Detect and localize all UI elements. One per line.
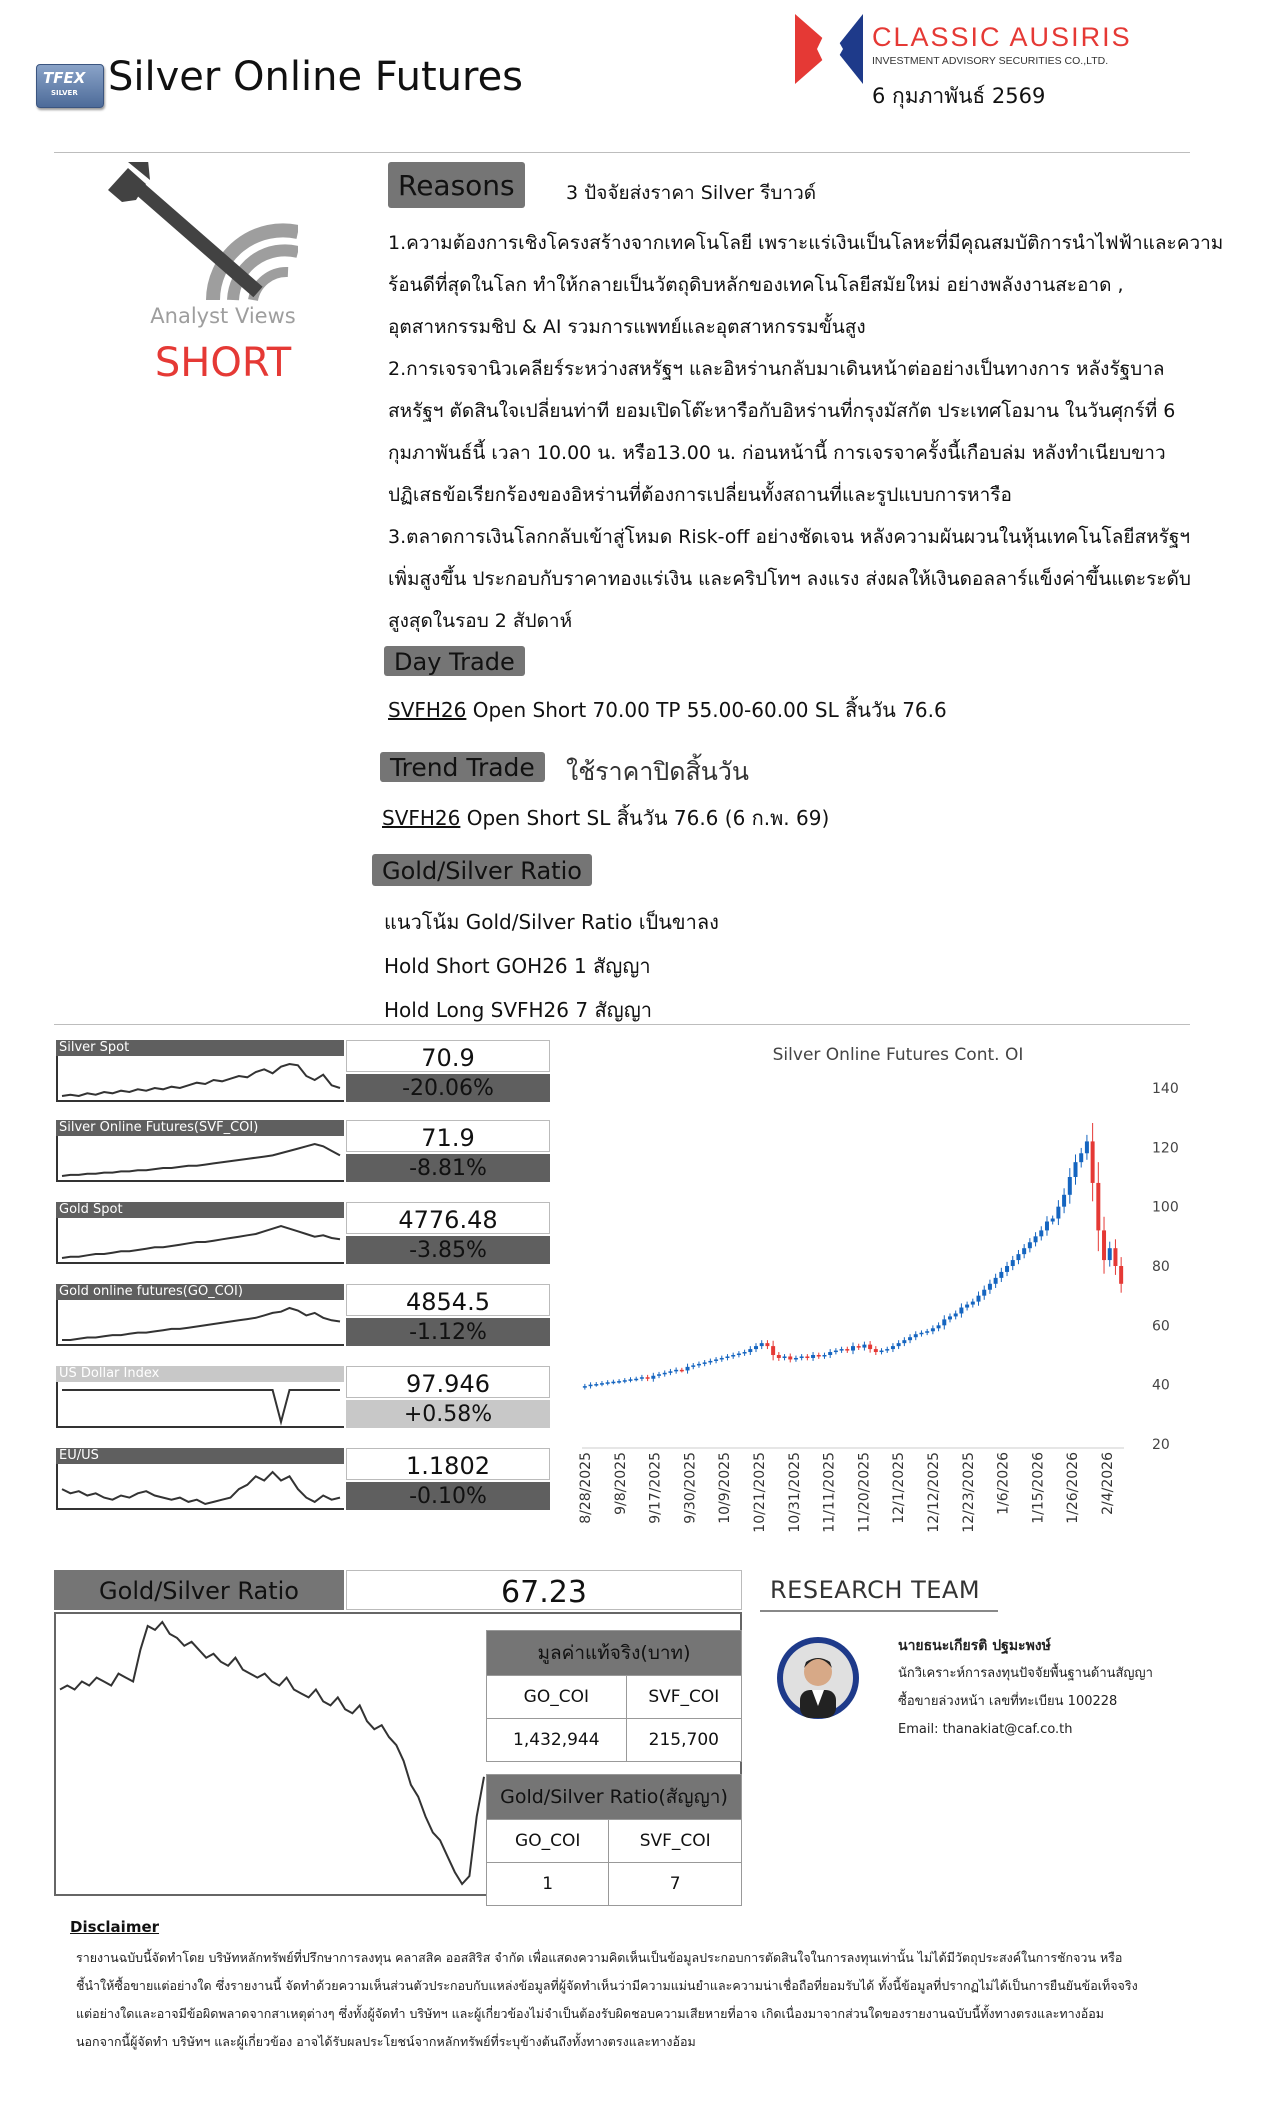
analyst-role: นักวิเคราะห์การลงทุนปัจจัยพื้นฐานด้านสัญญา (898, 1666, 1153, 1681)
x-tick-label: 12/23/2025 (960, 1452, 977, 1533)
candle-body (697, 1364, 701, 1366)
company-logo-icon (795, 14, 863, 84)
target-arrow-icon (108, 162, 298, 302)
market-sparkline (56, 1136, 344, 1182)
candle-body (977, 1296, 981, 1302)
candle-body (1028, 1242, 1032, 1248)
gs-trend-line: แนวโน้ม Gold/Silver Ratio เป็นขาลง (384, 910, 719, 934)
research-info (898, 1632, 1153, 1744)
analyst-view-label: Analyst Views (150, 304, 296, 328)
candle-body (1005, 1266, 1009, 1272)
x-tick-label: 9/17/2025 (647, 1452, 664, 1524)
candle-body (1056, 1207, 1060, 1219)
market-row (54, 1120, 550, 1188)
reasons-chip: Reasons (388, 162, 525, 208)
section-divider (54, 1024, 1190, 1025)
real-value-svf: 215,700 (626, 1719, 741, 1762)
disclaimer-title: Disclaimer (70, 1918, 160, 1936)
candle-body (674, 1370, 678, 1372)
candle-body (1068, 1177, 1072, 1195)
market-label: Gold Spot (56, 1202, 344, 1218)
analyst-name: นายธนะเกียรติ ปฐมะพงษ์ (898, 1638, 1051, 1654)
candle-body (1062, 1195, 1066, 1207)
candle-body (1085, 1141, 1089, 1153)
x-tick-label: 1/26/2026 (1065, 1452, 1082, 1524)
candle-body (822, 1355, 826, 1357)
market-label: Silver Online Futures(SVF_COI) (56, 1120, 344, 1136)
candle-body (840, 1349, 844, 1351)
market-value: 1.1802 (346, 1448, 550, 1480)
candle-body (805, 1356, 809, 1358)
candle-body (1102, 1230, 1106, 1260)
x-tick-label: 9/8/2025 (612, 1452, 629, 1515)
candle-body (680, 1370, 684, 1372)
candle-body (1034, 1236, 1038, 1242)
market-label: Silver Spot (56, 1040, 344, 1056)
candle-body (765, 1343, 769, 1346)
candle-body (1051, 1219, 1055, 1222)
candle-body (606, 1382, 610, 1384)
candle-body (891, 1346, 895, 1349)
analyst-view-value: SHORT (154, 340, 292, 386)
candle-body (954, 1313, 958, 1316)
candle-body (788, 1356, 792, 1359)
x-tick-label: 11/11/2025 (821, 1452, 838, 1533)
reasons-body (388, 222, 1268, 642)
x-tick-label: 1/15/2026 (1030, 1452, 1047, 1524)
reason-line: สหรัฐฯ ตัดสินใจเปลี่ยนท่าที ยอมเปิดโต๊ะหารือกับอิหร่านที่กรุงมัสกัต ประเทศโอมาน ในวันศุกร์ที่ 6 (388, 400, 1176, 422)
candle-body (828, 1352, 832, 1355)
market-change: -3.85% (346, 1236, 550, 1264)
real-value-title: มูลค่าแท้จริง(บาท) (487, 1631, 742, 1676)
candle-body (948, 1316, 952, 1319)
candle-body (880, 1351, 884, 1353)
candle-body (617, 1381, 621, 1383)
market-sparkline (56, 1382, 344, 1428)
reason-line: อุตสาหกรรมชิป & AI รวมการแพทย์และอุตสาหกรรมขั้นสูง (388, 316, 866, 338)
candle-body (771, 1346, 775, 1355)
x-tick-label: 1/6/2026 (995, 1452, 1012, 1515)
disclaimer-line: แต่อย่างใดและอาจมีข้อผิดพลาดจากสาเหตุต่างๆ ซึ่งทั้งผู้จัดทำ บริษัทฯ และผู้เกี่ยวข้องไม่จำเป็นต้องรับผิดชอบความเสียหายที่อาจ เกิดเนื่องมาจากส่วนใดของรายงานฉบับนี้ทั้งทางตรงและทางอ้อม (76, 2006, 1105, 2021)
candle-body (628, 1379, 632, 1381)
disclaimer-line: รายงานฉบับนี้จัดทำโดย บริษัทหลักทรัพย์ที่ปรึกษาการลงทุน คลาสสิค ออสสิริส จำกัด เพื่อแสดงความคิดเห็นเป็นข้อมูลประกอบการตัดสินใจในการลงทุนเท่านั้น ไม่ได้มีวัตถุประสงค์ในการชักจวน หรือ (76, 1950, 1123, 1965)
market-value: 71.9 (346, 1120, 550, 1152)
market-row (54, 1040, 550, 1108)
market-change: -1.12% (346, 1318, 550, 1346)
market-value: 4776.48 (346, 1202, 550, 1234)
real-value-table (486, 1630, 742, 1762)
contract-title: Gold/Silver Ratio(สัญญา) (487, 1775, 742, 1820)
candle-body (994, 1278, 998, 1284)
reason-line: ร้อนดีที่สุดในโลก ทำให้กลายเป็นวัตถุดิบหลักของเทคโนโลยีสมัยใหม่ อย่างพลังงานสะอาด , (388, 274, 1124, 296)
reason-line: กุมภาพันธ์นี้ เวลา 10.00 น. หรือ13.00 น. ก่อนหน้านี้ การเจรจาครั้งนี้เกือบล่ม หลังทำเนียบขาว (388, 442, 1166, 464)
research-team-title: RESEARCH TEAM (770, 1576, 981, 1604)
candle-body (862, 1345, 866, 1348)
table-header-svf: SVF_COI (626, 1676, 741, 1719)
market-sparkline (56, 1056, 344, 1102)
candle-body (760, 1343, 764, 1346)
candle-body (1119, 1266, 1123, 1284)
tfex-logo-text: TFEX (43, 69, 86, 87)
candle-body (834, 1351, 838, 1353)
candle-body (845, 1349, 849, 1351)
x-tick-label: 10/9/2025 (717, 1452, 734, 1524)
candle-body (919, 1333, 923, 1335)
research-team-divider (760, 1610, 998, 1612)
reason-line: สูงสุดในรอบ 2 สัปดาห์ (388, 610, 573, 632)
market-value: 70.9 (346, 1040, 550, 1072)
market-row (54, 1448, 550, 1516)
chart-title: Silver Online Futures Cont. OI (772, 1045, 1024, 1065)
candle-body (1011, 1260, 1015, 1266)
candle-body (1074, 1162, 1078, 1177)
candle-body (965, 1305, 969, 1308)
candle-body (714, 1359, 718, 1361)
market-label: Gold online futures(GO_COI) (56, 1284, 344, 1300)
day-trade-chip: Day Trade (384, 646, 525, 676)
candle-body (731, 1355, 735, 1357)
candle-body (1016, 1254, 1020, 1260)
y-tick-label: 80 (1152, 1259, 1170, 1275)
reason-line: 2.การเจรจานิวเคลียร์ระหว่างสหรัฐฯ และอิหร่านกลับมาเดินหน้าต่ออย่างเป็นทางการ หลังรัฐบาล (388, 358, 1165, 380)
candle-body (623, 1380, 627, 1382)
contract-svf: 7 (609, 1863, 742, 1906)
candle-body (817, 1355, 821, 1357)
x-tick-label: 12/1/2025 (891, 1452, 908, 1524)
analyst-email[interactable]: Email: thanakiat@caf.co.th (898, 1722, 1073, 1737)
market-row (54, 1202, 550, 1270)
candle-body (691, 1365, 695, 1367)
candle-body (720, 1358, 724, 1360)
x-tick-label: 10/31/2025 (786, 1452, 803, 1533)
reason-line: 3.ตลาดการเงินโลกกลับเข้าสู่โหมด Risk-off อย่างชัดเจน หลังความผันผวนในหุ้นเทคโนโลยีสหรัฐฯ (388, 526, 1191, 548)
trend-trade-symbol: SVFH26 (382, 806, 461, 830)
company-subtitle: INVESTMENT ADVISORY SECURITIES CO.,LTD. (872, 55, 1109, 67)
candle-body (1079, 1153, 1083, 1162)
candle-body (999, 1272, 1003, 1278)
candle-body (668, 1371, 672, 1373)
candle-body (686, 1367, 690, 1371)
x-tick-label: 9/30/2025 (682, 1452, 699, 1524)
candle-body (725, 1356, 729, 1358)
market-row (54, 1366, 550, 1434)
candle-body (737, 1354, 741, 1356)
candle-body (589, 1385, 593, 1387)
candle-body (982, 1290, 986, 1296)
reason-line: เพิ่มสูงขึ้น ประกอบกับราคาทองแร่เงิน และคริปโทฯ ลงแรง ส่งผลให้เงินดอลลาร์แข็งค่าขึ้นแตะระดับ (388, 568, 1191, 590)
market-change: -20.06% (346, 1074, 550, 1102)
candle-body (800, 1356, 804, 1358)
tfex-logo (36, 64, 104, 108)
candle-body (708, 1361, 712, 1363)
day-trade-line (388, 694, 947, 726)
y-tick-label: 140 (1152, 1081, 1179, 1097)
x-tick-label: 12/12/2025 (926, 1452, 942, 1533)
x-tick-label: 2/4/2026 (1100, 1452, 1116, 1515)
y-tick-label: 100 (1152, 1199, 1179, 1216)
x-tick-label: 11/20/2025 (856, 1452, 873, 1533)
market-change: -8.81% (346, 1154, 550, 1182)
gs-ratio-title: Gold/Silver Ratio (54, 1570, 344, 1610)
candle-body (914, 1334, 918, 1337)
candle-body (971, 1302, 975, 1305)
gs-hold-long-line: Hold Long SVFH26 7 สัญญา (384, 998, 652, 1022)
trend-trade-line (382, 802, 829, 834)
candle-body (794, 1358, 798, 1360)
gs-ratio-line (60, 1622, 484, 1884)
disclaimer-text (76, 1944, 1186, 2056)
candle-body (1091, 1141, 1095, 1183)
candle-body (885, 1349, 889, 1351)
gs-hold-short-line: Hold Short GOH26 1 สัญญา (384, 954, 651, 978)
day-trade-text: Open Short 70.00 TP 55.00-60.00 SL สิ้นวัน 76.6 (466, 698, 947, 722)
candle-body (651, 1376, 655, 1379)
contract-go: 1 (487, 1863, 609, 1906)
candle-body (748, 1349, 752, 1352)
candle-body (925, 1331, 929, 1333)
real-value-go: 1,432,944 (487, 1719, 627, 1762)
candle-body (959, 1308, 963, 1314)
candle-body (851, 1346, 855, 1350)
header-divider (54, 152, 1190, 153)
candle-body (931, 1328, 935, 1331)
candle-body (1022, 1248, 1026, 1254)
candle-body (897, 1343, 901, 1346)
y-tick-label: 20 (1152, 1437, 1170, 1453)
y-tick-label: 60 (1152, 1318, 1170, 1335)
market-label: EU/US (56, 1448, 344, 1464)
gs-ratio-value: 67.23 (346, 1570, 742, 1610)
market-change: +0.58% (346, 1400, 550, 1428)
candle-body (902, 1340, 906, 1343)
candle-body (640, 1377, 644, 1379)
market-value: 4854.5 (346, 1284, 550, 1316)
y-tick-label: 120 (1152, 1140, 1179, 1157)
market-label: US Dollar Index (56, 1366, 344, 1382)
candle-body (1096, 1183, 1100, 1230)
candle-body (600, 1383, 604, 1385)
analyst-avatar (776, 1634, 860, 1722)
reason-line: 1.ความต้องการเชิงโครงสร้างจากเทคโนโลยี เพราะแร่เงินเป็นโลหะที่มีคุณสมบัติการนำไฟฟ้าและความ (388, 232, 1224, 254)
candle-body (937, 1325, 941, 1328)
report-date: 6 กุมภาพันธ์ 2569 (872, 84, 1046, 108)
candle-body (663, 1373, 667, 1375)
reasons-heading: 3 ปัจจัยส่งราคา Silver รีบาวด์ (566, 182, 817, 204)
candle-body (1108, 1248, 1112, 1260)
candle-body (908, 1337, 912, 1340)
analyst-license: ซื้อขายล่วงหน้า เลขที่ทะเบียน 100228 (898, 1694, 1118, 1709)
market-sparkline (56, 1218, 344, 1264)
company-name: CLASSIC AUSIRIS (872, 22, 1132, 52)
candle-body (811, 1355, 815, 1358)
market-sparkline (56, 1300, 344, 1346)
table-header-go: GO_COI (487, 1820, 609, 1863)
candle-body (743, 1352, 747, 1354)
trend-trade-note: ใช้ราคาปิดสิ้นวัน (566, 757, 749, 786)
candle-body (754, 1346, 758, 1349)
candle-body (583, 1386, 587, 1388)
market-sparkline (56, 1464, 344, 1510)
candle-body (657, 1374, 661, 1376)
candle-body (874, 1349, 878, 1352)
candle-body (703, 1362, 707, 1364)
candle-body (611, 1382, 615, 1384)
table-header-go: GO_COI (487, 1676, 627, 1719)
candle-body (1039, 1230, 1043, 1236)
trend-trade-chip: Trend Trade (380, 752, 545, 782)
x-tick-label: 10/21/2025 (752, 1452, 768, 1533)
candle-body (868, 1345, 872, 1349)
candle-body (942, 1319, 946, 1325)
tfex-logo-sub: SILVER (51, 89, 78, 97)
gs-ratio-chip: Gold/Silver Ratio (372, 854, 592, 886)
contract-table (486, 1774, 742, 1906)
disclaimer-line: ชี้นำให้ซื้อขายแต่อย่างใด ซึ่งรายงานนี้ จัดทำด้วยความเห็นส่วนตัวประกอบกับแหล่งข้อมูลที่ผู้จัดทำเห็นว่ามีความแม่นยำและความน่าเชื่อถือที่ยอมรับได้ ทั้งนี้ข้อมูลที่ปรากฏไม่ได้เป็นการยืนยันข้อเท็จจริง (76, 1978, 1138, 1993)
oi-candlestick-chart (568, 1032, 1196, 1552)
candle-body (1045, 1222, 1049, 1231)
candle-body (783, 1356, 787, 1358)
market-value: 97.946 (346, 1366, 550, 1398)
day-trade-symbol: SVFH26 (388, 698, 467, 722)
table-header-svf: SVF_COI (609, 1820, 742, 1863)
disclaimer-line: นอกจากนี้ผู้จัดทำ บริษัทฯ และผู้เกี่ยวข้อง อาจได้รับผลประโยชน์จากหลักทรัพย์ที่ระบุข้างต้นถึงทั้งทางตรงและทางอ้อม (76, 2034, 696, 2049)
y-tick-label: 40 (1152, 1377, 1170, 1394)
market-change: -0.10% (346, 1482, 550, 1510)
candle-body (988, 1284, 992, 1290)
candle-body (594, 1384, 598, 1386)
candle-body (777, 1355, 781, 1358)
candle-body (646, 1377, 650, 1379)
trend-trade-text: Open Short SL สิ้นวัน 76.6 (6 ก.พ. 69) (460, 806, 830, 830)
page-title: Silver Online Futures (108, 54, 524, 100)
candle-body (634, 1379, 638, 1381)
market-row (54, 1284, 550, 1352)
candle-body (857, 1346, 861, 1348)
reason-line: ปฏิเสธข้อเรียกร้องของอิหร่านที่ต้องการเปลี่ยนทั้งสถานที่และรูปแบบการหารือ (388, 484, 1012, 506)
candle-body (1113, 1248, 1117, 1266)
x-tick-label: 8/28/2025 (578, 1452, 594, 1524)
